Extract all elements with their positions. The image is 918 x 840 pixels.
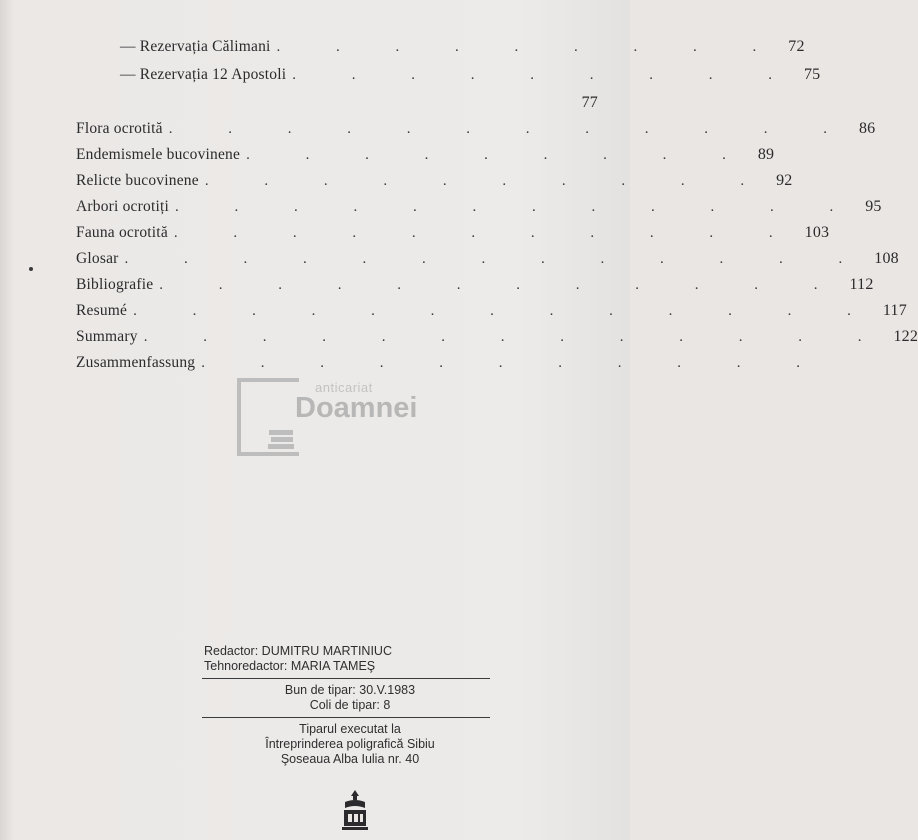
- toc-entry: [76, 328, 918, 352]
- toc-entry: [76, 250, 899, 274]
- colophon-adresa: Şoseaua Alba Iulia nr. 40: [280, 752, 420, 766]
- watermark-small-text: anticariat: [315, 380, 373, 395]
- toc-entry: [120, 38, 805, 62]
- toc-entry: [76, 146, 775, 170]
- toc-leader-dots: . . . . . . . . .: [246, 147, 752, 163]
- colophon-bun-de-tipar: Bun de tipar: 30.V.1983: [284, 683, 416, 697]
- toc-entry-page: 103: [804, 224, 830, 241]
- toc-leader-dots: . . . . . . . . .: [292, 67, 798, 83]
- toc-entry-page: 122: [893, 328, 918, 345]
- toc-entry-page: 95: [865, 198, 882, 215]
- toc-entry: [120, 66, 821, 90]
- toc-leader-dots: . . . . . . . . . .: [204, 173, 771, 189]
- printer-logo-icon: [339, 788, 371, 832]
- toc-entry: [76, 94, 598, 118]
- toc-entry: [76, 120, 876, 144]
- toc-leader-dots: . . . . . . . . . . . .: [174, 199, 860, 215]
- toc-entry-page: 112: [849, 276, 874, 293]
- colophon-divider: [202, 717, 490, 718]
- colophon-intreprinderea: Întreprinderea poligrafică Sibiu: [265, 737, 435, 751]
- toc-entry: [76, 172, 793, 196]
- toc-entry: [76, 302, 907, 326]
- toc-leader-dots: . . . . . . . . . . . .: [168, 121, 853, 137]
- toc-entry-title: Glosar: [76, 250, 119, 267]
- toc-entry-title: Relicte bucovinene: [76, 172, 199, 189]
- toc-entry-title: Fauna ocrotită: [76, 224, 168, 241]
- toc-entry-title: Summary: [76, 328, 138, 345]
- toc-leader-dots: . . . . . . . . . . . . .: [124, 251, 869, 267]
- toc-entry: [76, 224, 830, 248]
- colophon-coli-de-tipar: Coli de tipar: 8: [309, 698, 391, 712]
- colophon-tiparul: Tiparul executat la: [299, 722, 401, 736]
- toc-leader-dots: . . . . . . . . . . .: [173, 225, 799, 241]
- toc-entry: [76, 354, 826, 378]
- toc-leader-dots: . . . . . . . . . . .: [201, 355, 826, 371]
- toc-entry: [76, 198, 882, 222]
- book-stack-icon: [267, 428, 297, 450]
- colophon-divider: [202, 678, 490, 679]
- colophon-tehnoredactor: Tehnoredactor: MARIA TAMEŞ: [204, 659, 376, 673]
- toc-entry-page: 77: [581, 94, 598, 111]
- ink-speck: [29, 267, 33, 271]
- toc-entry-page: 108: [874, 250, 899, 267]
- toc-entry-title: Flora ocrotită: [76, 120, 163, 137]
- colophon-redactor: Redactor: DUMITRU MARTINIUC: [204, 644, 392, 658]
- toc-entry-page: 86: [858, 120, 876, 137]
- toc-entry-page: 72: [788, 38, 805, 55]
- watermark-big-text: Doamnei: [295, 392, 418, 424]
- toc-entry-title: Endemismele bucovinene: [76, 146, 241, 163]
- toc-leader-dots: . . . . . . . . . . . . .: [133, 303, 877, 319]
- toc-entry-page: 117: [882, 302, 907, 319]
- toc-entry-page: 92: [776, 172, 793, 189]
- toc-leader-dots: . . . . . . . . . . . . .: [143, 329, 888, 345]
- watermark-logo: [237, 378, 427, 460]
- toc-entry: [76, 276, 874, 300]
- toc-entry-title: Resumé: [76, 302, 128, 319]
- toc-entry-title: Zusammenfassung: [76, 354, 196, 371]
- toc-leader-dots: . . . . . . . . .: [276, 39, 783, 55]
- toc-entry-title: — Rezervația Călimani: [120, 38, 271, 55]
- colophon: [200, 644, 500, 767]
- toc-entry-title: — Rezervația 12 Apostoli: [120, 66, 287, 83]
- toc-entry-page: 75: [803, 66, 821, 83]
- toc-entry-title: Arbori ocrotiți: [76, 198, 169, 215]
- toc-leader-dots: . . . . . . . . . . . .: [159, 277, 844, 293]
- toc-entry-title: Bibliografie: [76, 276, 154, 293]
- toc-entry-page: 89: [757, 146, 775, 163]
